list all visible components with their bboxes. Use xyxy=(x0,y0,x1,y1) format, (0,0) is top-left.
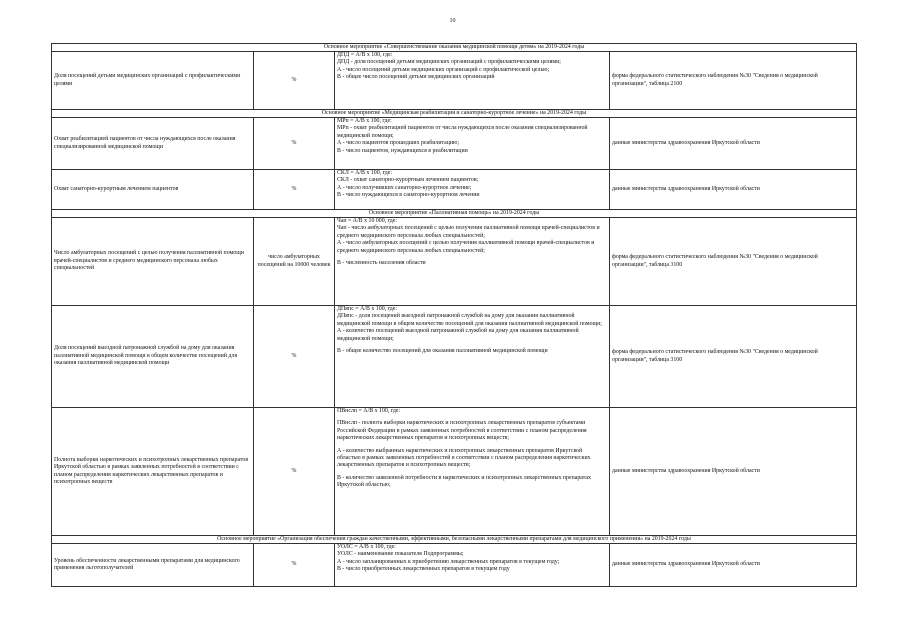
section-title: Основное мероприятие «Совершенствование оказания медицинской помощи детям» на 2019-2024 годы xyxy=(52,44,857,52)
calculation-formula xyxy=(335,218,610,306)
page-number: 10 xyxy=(449,18,456,24)
data-source: форма федерального статистического наблюдения №30 "Сведения о медицинской организации", таблица 3100 xyxy=(610,306,857,408)
table-row xyxy=(52,306,857,408)
formula-line: ПВнслп - полнота выборки наркотических и психотропных лекарственных препаратов субъектами Российской Федерации в рамках заявленных потребностей в соответствии с планом распределения наркотических лекарственных препаратов и психотропных веществ; xyxy=(337,420,587,442)
unit-of-measure: % xyxy=(254,306,335,408)
calculation-formula xyxy=(335,52,610,110)
data-source: данные министерства здравоохранения Иркутской области xyxy=(610,544,857,587)
formula-line: Чап = А/В х 10 000, где: xyxy=(337,218,398,224)
formula-line: А - число запланированных к приобретению лекарственных препаратов в текущем году; xyxy=(337,558,560,565)
formula-line: В - общее количество посещений для оказания паллиативной медицинской помощи xyxy=(337,347,548,354)
formula-line: А - число получивших санаторно-курортное лечение; xyxy=(337,184,472,191)
formula-line: Чап - число амбулаторных посещений с целью получения паллиативной помощи врачей-специалистов и среднего медицинского персонала любых специальностей; xyxy=(337,225,600,239)
formula-line: МРп - охват реабилитацией пациентов от числа нуждающихся после оказания специализированной медицинской помощи; xyxy=(337,125,588,139)
data-source: данные министерства здравоохранения Иркутской области xyxy=(610,408,857,536)
indicator-name: Полнота выборки наркотических и психотропных лекарственных препаратов Иркутской областью в рамках заявленных потребностей в соответствии с планом распределения наркотических лекарственных препаратов и психотропных веществ xyxy=(52,408,254,536)
section-title: Основное мероприятие «Паллиативная помощь» на 2019-2024 годы xyxy=(52,210,857,218)
table-row xyxy=(52,408,857,536)
formula-line: В - количество заявленной потребности в наркотических и психотропных лекарственных препаратах Иркутской областью; xyxy=(337,474,591,488)
formula-line: ДПвпс - доля посещений выездной патронажной службой на дому для оказания паллиативной медицинской помощи в общем количестве посещений для оказания паллиативной медицинской помощи; xyxy=(337,313,602,327)
formula-line: ПВнслп = А/В х 100, где: xyxy=(337,408,401,414)
table-row xyxy=(52,218,857,306)
section-title: Основное мероприятие «Медицинская реабилитация и санаторно-курортное лечение» на 2019-2024 годы xyxy=(52,110,857,118)
formula-line: СКЛ = А/В х 100, где: xyxy=(337,170,392,176)
calculation-formula xyxy=(335,170,610,210)
unit-of-measure: % xyxy=(254,408,335,536)
formula-line: СКЛ - охват санаторно-курортным лечением пациентов; xyxy=(337,177,479,184)
formula-line: А - количество посещений выездной патронажной службой на дому для оказания паллиативной медицинской помощи; xyxy=(337,328,579,342)
indicator-name: Охват санаторно-курортным лечением пациентов xyxy=(52,170,254,210)
table-row xyxy=(52,118,857,170)
indicator-name: Охват реабилитацией пациентов от числа нуждающихся после оказания специализированной медицинской помощи xyxy=(52,118,254,170)
formula-line: УОЛС = А/В х 100, где: xyxy=(337,544,396,550)
formula-line: МРп = А/В х 100, где: xyxy=(337,118,392,124)
calculation-formula xyxy=(335,544,610,587)
formula-line: А - число пациентов прошедших реабилитацию; xyxy=(337,140,460,147)
table-row xyxy=(52,544,857,587)
formula-line: В - общее число посещений детьми медицинских организаций xyxy=(337,74,495,81)
calculation-formula xyxy=(335,118,610,170)
formula-line: А - число амбулаторных посещений с целью получения паллиативной помощи врачей-специалистов и среднего медицинского персонала любых специальностей; xyxy=(337,240,595,254)
indicators-table xyxy=(51,43,857,587)
indicator-name: Уровень обеспеченности лекарственными препаратами для медицинского применения льготополучателей xyxy=(52,544,254,587)
formula-line: В - число пациентов, нуждающихся в реабилитации xyxy=(337,147,468,154)
formula-line: А - количество выбранных наркотических и психотропных лекарственных препаратов Иркутской областью в рамках заявленных потребностей в соответствии с планом распределения наркотических лекарственных препаратов и психотропных веществ; xyxy=(337,447,591,469)
formula-line: В - число приобретенных лекарственных препаратов в текущем году xyxy=(337,566,510,573)
unit-of-measure: число амбулаторных посещений на 10000 человек xyxy=(254,218,335,306)
calculation-formula xyxy=(335,306,610,408)
indicator-name: Доля посещений детьми медицинских организаций с профилактическими целями xyxy=(52,52,254,110)
formula-line: А - число посещений детьми медицинских организаций с профилактической целью; xyxy=(337,66,550,73)
unit-of-measure: % xyxy=(254,52,335,110)
formula-line: В - численность населения области xyxy=(337,259,426,266)
formula-line: УОЛС - наименование показателя Подпрограммы; xyxy=(337,551,464,558)
unit-of-measure: % xyxy=(254,118,335,170)
data-source: форма федерального статистического наблюдения №30 "Сведения о медицинской организации", таблица 3100 xyxy=(610,218,857,306)
formula-line: ДПД = А/В х 100, где: xyxy=(337,52,393,58)
table-row xyxy=(52,170,857,210)
calculation-formula xyxy=(335,408,610,536)
data-source: данные министерства здравоохранения Иркутской области xyxy=(610,118,857,170)
unit-of-measure: % xyxy=(254,170,335,210)
unit-of-measure: % xyxy=(254,544,335,587)
indicator-name: Доля посещений выездной патронажной службой на дому для оказания паллиативной медицинской помощи в общем количестве посещений для оказания паллиативной медицинской помощи xyxy=(52,306,254,408)
formula-line: В - число нуждающихся в санаторно-курортном лечении xyxy=(337,192,480,199)
data-source: форма федерального статистического наблюдения №30 "Сведения о медицинской организации", таблица 2100 xyxy=(610,52,857,110)
data-source: данные министерства здравоохранения Иркутской области xyxy=(610,170,857,210)
section-title: Основное мероприятие «Организация обеспечения граждан качественными, эффективными, безопасными лекарственными препаратами для медицинского применения» на 2019-2024 годы xyxy=(52,536,857,544)
formula-line: ДПД - доля посещений детьми медицинских организаций с профилактическими целями; xyxy=(337,59,561,66)
table-row xyxy=(52,52,857,110)
indicator-name: Число амбулаторных посещений с целью получения паллиативной помощи врачей-специалистов и среднего медицинского персонала любых специальностей xyxy=(52,218,254,306)
formula-line: ДПвпс = А/В х 100, где: xyxy=(337,306,397,312)
